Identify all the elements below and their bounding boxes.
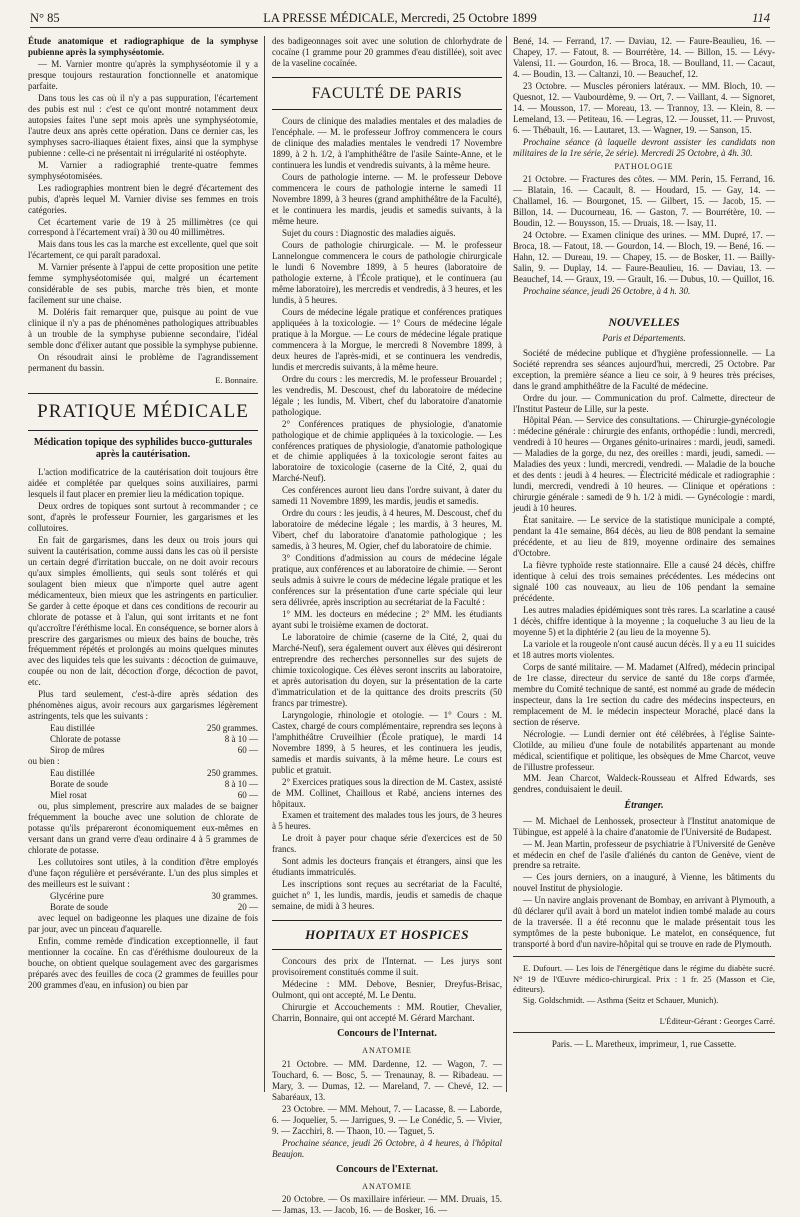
- exam-results: 21 Octobre. — Fractures des côtes. — MM. Perin, 15. Ferrand, 16. — Blatain, 16. — Cacault, 8. — Houdard, 15. — Gay, 14. — Challamel, 16. — Bourgonet, 15. — Gilbert, 15. — Jacob, 15. — Billon, 14. — Ducourneau, 16. — Gaston, 7. — Bourrétère, 10. — Boudin, 12. — Bouysson, 15. — Druais, 18. — Isay, 11.: [513, 174, 775, 229]
- divider: [513, 1032, 775, 1033]
- paragraph: Cours de clinique des maladies mentales et des maladies de l'encéphale. — M. le professeur Joffroy commencera le cours de clinique des maladies mentales le vendredi 17 Novembre 1899, à 2 h. 1/2, à l'amphithéâtre de l'asile Sainte-Anne, et le continuera les lundis et vendredis suivants, à la même heure.: [272, 116, 502, 171]
- continued-results: Bené, 14. — Ferrand, 17. — Daviau, 12. — Faure-Beaulieu, 16. — Chapey, 17. — Fatout, 8. — Bourrétère, 14. — Billon, 15. — Lévy-Valensi, 11. — Gourdon, 16. — Broca, 18. — Boulland, 11. — Cacaut, 4. — Boudin, 13. — Caltanzi, 10. — Beauchef, 12.: [513, 36, 775, 79]
- paragraph: avec lequel on badigeonne les plaques une dizaine de fois par jour, avec un pinceau d'aquarelle.: [28, 912, 258, 934]
- paragraph: M. Varnier présente à l'appui de cette proposition une petite femme symphyséotomisée qui, malgré un écartement considérable de ses pubis, marche très bien, et monte facilement sur une chaise.: [28, 262, 258, 306]
- section-title: FACULTÉ DE PARIS: [272, 77, 502, 111]
- ingredient-quantity: 250 grammes.: [207, 723, 258, 734]
- book-notices: [513, 963, 775, 1005]
- paragraph: M. Varnier a radiographié trente-quatre femmes symphyséotomisées.: [28, 159, 258, 181]
- book-notice: Sig. Goldschmidt. — Asthma (Seitz et Schauer, Munich).: [523, 995, 719, 1006]
- prescription-formula: [28, 723, 258, 756]
- news-item: — Ces jours derniers, on a inauguré, à Vienne, les bâtiments du nouvel Institut de physiologie.: [513, 872, 775, 894]
- ingredient-name: Sirop de mûres: [50, 745, 105, 756]
- page-number: 114: [752, 11, 770, 25]
- column-3: [513, 36, 775, 1051]
- ingredient-quantity: 20 —: [237, 901, 258, 912]
- paragraph: Cours de pathologie interne. — M. le professeur Debove commencera le cours de pathologie interne le samedi 11 Novembre 1899, à 3 heures (grand amphithéâtre de la Faculté), et le continuera les mardis, jeudis et samedis suivants, à la même heure.: [272, 172, 502, 227]
- news-item: Hôpital Péan. — Service des consultations. — Chirurgie-gynécologie : médecine générale : chirurgie des enfants, orthopédie : lundi, mercredi, vendredi à 10 heures — Organes génito-urinaires : mardi, jeudi, samedi. — Maladies de la gorge, du nez, des oreilles : mardi, jeudi, samedi. — Maladies des yeux : lundi, mercredi, vendredi. — Maladie de la bouche et des dents : jeudi à 4 heures. — Électricité médicale et radiographie : lundi, mercredi, vendredi à 10 heures. — Clinique et opérations : chirurgie générale : samedi de 9 h. 1/2 à midi. — Gynécologie : mardi, jeudi à 10 heures.: [513, 415, 775, 514]
- paragraph: Examen et traitement des malades tous les jours, de 3 heures à 5 heures.: [272, 810, 502, 832]
- article-title: Étude anatomique et radiographique de la symphyse pubienne après la symphyséotomie.: [28, 36, 258, 57]
- concours-results: 20 Octobre. — Os maxillaire inférieur. — MM. Druais, 15. — Jamas, 13. — Jacob, 16. — de Bosker, 16. —: [272, 1194, 502, 1216]
- paragraph: Deux ordres de topiques sont surtout à recommander ; ce sont, d'après le professeur Fournier, les gargarismes et les collutoires.: [28, 500, 258, 533]
- paragraph: Enfin, comme remède d'indication exceptionnelle, il faut mentionner la cocaïne. En cas d'éréthisme douloureux de la bouche, on obtient quelque soulagement avec des gargarismes préparés avec des feuilles de coca (2 grammes de feuilles pour 200 grammes d'eau, en infusion) ou bien par: [28, 935, 258, 990]
- ingredient-name: Borate de soude: [50, 901, 108, 912]
- concours-results: 23 Octobre. — MM. Mehout, 7. — Lacasse, 8. — Laborde, 6. — Joquelier, 5. — Jarrigues, 9. — Le Conédic, 5. — Vivier, 9. — Zacchiri, 8. — Thaon, 10. — Taguet, 5.: [272, 1103, 502, 1136]
- paragraph: Les radiographies montrent bien le degré d'écartement des pubis, d'après lequel M. Varnier divise ses femmes en trois catégories.: [28, 182, 258, 215]
- continued-text: des badigeonnages soit avec une solution de chlorhydrate de cocaïne (1 gramme pour 20 grammes d'eau distillée), soit avec de la vaseline cocaïnée.: [272, 36, 502, 68]
- paragraph: Cet écartement varie de 19 à 25 millimètres (ce qui correspond à l'écartement vrai) à 30 ou 40 millimètres.: [28, 216, 258, 238]
- ingredient-quantity: 60 —: [237, 790, 258, 801]
- next-session: Prochaine séance, jeudi 26 Octobre, à 4 heures, à l'hôpital Beaujon.: [272, 1137, 502, 1159]
- news-item: Corps de santé militaire. — M. Madamet (Alfred), médecin principal de 1re classe, directeur du service de santé du 18e corps d'armée, membre du Comité technique de santé, est nommé au grade de médecin inspecteur, dans la 1re section du cadre des médecins inspecteurs, en remplacement de M. le médecin inspecteur Moraché, placé dans la section de réserve.: [513, 661, 775, 727]
- next-session: Prochaine séance (à laquelle devront assister les candidats non militaires de la 1re série, 2e série). Mercredi 25 Octobre, à 4h. 30.: [513, 136, 775, 158]
- ingredient-name: Eau distillée: [50, 768, 95, 779]
- column-1: [28, 36, 258, 992]
- paragraph: Les collutoires sont utiles, à la condition d'être employés d'une façon régulière et persévérante. L'un des plus simples et des meilleurs est le suivant :: [28, 856, 258, 889]
- book-notice: E. Dufourt. — Les lois de l'énergétique dans le régime du diabète sucré. N° 19 de l'Œuvre médico-chirurgical. Prix : 1 fr. 25 (Masson et Cie, éditeurs).: [513, 963, 775, 994]
- paragraph: Médecine : MM. Debove, Besnier, Dreyfus-Brisac, Oulmont, qui ont accepté, M. Le Dentu.: [272, 979, 502, 1000]
- news-item: Société de médecine publique et d'hygiène professionnelle. — La Société reprendra ses séances aujourd'hui, mercredi, 25 Octobre. Par exception, la première séance a lieu ce soir, à 9 heures très précises, dans le grand amphithéâtre de la Faculté de médecine.: [513, 347, 775, 391]
- news-item: — Un navire anglais provenant de Bombay, en arrivant à Plymouth, a dû déclarer qu'il avait à bord un matelot indien tombé malade au cours de la traversée. Il a été reconnu que le malade présentait tous les symptômes de la peste bubonique. Le matelot, en conséquence, fut transporté à bord d'un navire-hôpital qui se trouve en rade de Plymouth.: [513, 895, 775, 950]
- exam-results: 24 Octobre. — Examen clinique des urines. — MM. Dupré, 17. — Broca, 18. — Fatout, 18. — Gourdon, 14. — Bloch, 19. — Bené, 16. — Hahn, 12. — Dureau, 19. — Chapey, 15. — de Bosker, 11. — Bailly-Salin, 9. — Duplay, 14. — Faure-Beaulieu, 16. — Daviau, 13. — Beauchef, 14. — Graux, 19. — Grault, 16. — Dubus, 10. — Quillot, 16.: [513, 230, 775, 285]
- section-body: [28, 467, 258, 722]
- paragraph: Ces conférences auront lieu dans l'ordre suivant, à dater du samedi 11 Novembre 1899, les mardis, jeudis et samedis.: [272, 485, 502, 507]
- ingredient-quantity: 250 grammes.: [207, 768, 258, 779]
- foreign-news: [513, 816, 775, 951]
- paragraph: Laryngologie, rhinologie et otologie. — 1° Cours : M. Castex, chargé de cours complémentaire, reprendra ses leçons à l'amphithéâtre Cruveilhier (École pratique), le mardi 14 Novembre 1899, à 5 heures, et les continuera les jeudis, samedis et mardis suivants, à la même heure. Le cours est public et gratuit.: [272, 709, 502, 775]
- ingredient-name: Borate de soude: [50, 779, 108, 790]
- ingredient-quantity: 60 —: [237, 745, 258, 756]
- news-item: La variole et la rougeole n'ont causé aucun décès. Il y a eu 11 suicides et 18 autres morts violentes.: [513, 638, 775, 660]
- paragraph: Sont admis les docteurs français et étrangers, ainsi que les étudiants immatriculés.: [272, 856, 502, 878]
- prescription-formula: [28, 891, 258, 913]
- paragraph: Dans tous les cas où il n'y a pas suppuration, l'écartement des pubis est nul : c'est ce qu'ont montré notamment deux autopsies faites l'une sept mois après une symphyséotomie, l'autre deux ans après cette opération. Dans ce dernier cas, les symphyses sacro-iliaques étaient fixes, ainsi que la symphyse pubienne : celle-ci ne présentait ni irrégularité ni ostéophyte.: [28, 92, 258, 158]
- paragraph: ou, plus simplement, prescrire aux malades de se baigner fréquemment la bouche avec une solution de chlorate de potasse qu'ils prépareront économiquement eux-mêmes en versant dans un grand verre d'eau ordinaire 4 à 5 grammes de chlorate de potasse.: [28, 801, 258, 855]
- section-subtitle: Médication topique des syphilides bucco-gutturales après la cautérisation.: [33, 436, 253, 460]
- news-item: La fièvre typhoïde reste stationnaire. Elle a causé 24 décès, chiffre identique à celui des trois semaines précédentes. Les médecins ont signalé 100 cas nouveaux, au lieu de 106 pendant la semaine précédente.: [513, 560, 775, 603]
- concours-title: Concours de l'Externat.: [336, 1163, 438, 1175]
- paragraph: 3° Conditions d'admission au cours de médecine légale pratique, aux conférences et au laboratoire de chimie. — Seront seuls admis à suivre le cours de médecine légale pratique et les conférences sur la présentation d'une carte spéciale qui leur sera délivrée, après inscription au secrétariat de la Faculté :: [272, 553, 502, 608]
- divider: [513, 956, 775, 957]
- paragraph: L'action modificatrice de la cautérisation doit toujours être aidée et complétée par quelques soins auxiliaires, parmi lesquels il faut placer en premier lieu la médication topique.: [28, 466, 258, 499]
- paragraph: Les inscriptions sont reçues au secrétariat de la Faculté, guichet n° 1, les lundis, mardis, jeudis et samedis de chaque semaine, de midi à 3 heures.: [272, 879, 502, 912]
- section-subtitle: Étranger.: [624, 800, 664, 812]
- ingredient-name: Eau distillée: [50, 723, 95, 734]
- paragraph: Le laboratoire de chimie (caserne de la Cité, 2, quai du Marché-Neuf), sera également ouvert aux élèves qui désireront entreprendre des recherches personnelles sur des sujets de chimie toxicologique. Ces élèves seront inscrits au laboratoire, et après autorisation du doyen, sur la présentation de la carte d'immatriculation et de la quittance des droits prescrits (50 francs par trimestre).: [272, 631, 502, 708]
- prescription-formula: [28, 768, 258, 801]
- exam-results: 23 Octobre. — Muscles péroniers latéraux. — MM. Bloch, 10. — Quesnot, 12. — Vaubourdème, 9. — Ort, 7. — Vaillant, 4. — Signoret, 14. — Mousson, 17. — Moreau, 13. — Trannoy, 13. — Klein, 8. — Lemeland, 13. — Petiteau, 16. — Legras, 12. — Jousset, 11. — Pruvost, 6. — Thébault, 16. — Lautaret, 13. — Wagner, 19. — Sanson, 15.: [513, 80, 775, 135]
- paragraph: En fait de gargarismes, dans les deux ou trois jours qui suivent la cautérisation, comme aussi dans les cas où il persiste un certain degré d'irritation buccale, on ne doit avoir recours qu'aux simples émollients, qui seuls sont tolérés et qui soulagent bien mieux que n'importe quel autre agent médicamenteux, bien mieux que les astringents en particulier. Se garder à cette époque et dans ces conditions de recourir au chlorate de potasse et à l'alun, qui sont irritants et ne font qu'accroître l'éréthisme local. En conséquence, se borner alors à prescrire des gargarismes ou mieux des bains de bouche, très fréquemment répétés et prolongés au moins quelques minutes avec des liquides tels que les suivants : décoction de guimauve, coupée ou non de lait, décoction d'orge, décoction de pavot, etc.: [28, 534, 258, 688]
- column-2: [272, 36, 502, 1217]
- section-subtitle: Paris et Départements.: [602, 332, 686, 343]
- news-item: Ordre du jour. — Communication du prof. Calmette, directeur de l'Institut Pasteur de Lille, sur la peste.: [513, 392, 775, 414]
- section-title: HOPITAUX ET HOSPICES: [272, 920, 502, 950]
- concours-title: Concours de l'Internat.: [337, 1027, 437, 1039]
- section-body: [28, 913, 258, 991]
- paragraph: M. Doléris fait remarquer que, puisque au point de vue clinique il n'y a pas de phénomènes pathologiques attribuables à un trouble de la symphyse pubienne secondaire, l'idéal semble donc d'élixer autant que possible la symphyse pubienne.: [28, 307, 258, 351]
- paragraph: 2° Conférences pratiques de physiologie, d'anatomie pathologique et de chimie appliquées à la toxicologie. — Les conférences pratiques de physiologie, d'anatomie pathologique et de chimie appliquées à la toxicologie seront faites au laboratoire de toxicologie (caserne de la Cité, 2, quai du Marché-Neuf).: [272, 418, 502, 484]
- news-item: Nécrologie. — Lundi dernier ont été célébrées, à l'église Sainte-Clotilde, au milieu d'une foule de notabilités appartenant au monde médical, scientifique et politique, les obsèques de Mme Charcot, veuve de l'illustre professeur.: [513, 728, 775, 772]
- concours-label: ANATOMIE: [362, 1046, 412, 1056]
- article-body: [28, 59, 258, 374]
- ingredient-quantity: 8 à 10 —: [224, 779, 258, 790]
- issue-number: N° 85: [30, 11, 60, 25]
- paragraph: Sujet du cours : Diagnostic des maladies aiguës.: [282, 228, 456, 239]
- column-divider: [506, 36, 507, 1092]
- news-item: État sanitaire. — Le service de la statistique municipale a compté, pendant la 41e semaine, 864 décès, au lieu de 808 pendant la semaine précédente, et au lieu de 819, moyenne ordinaire des semaines d'Octobre.: [513, 515, 775, 559]
- paragraph: 1° MM. les docteurs en médecine ; 2° MM. les étudiants ayant subi le troisième examen de doctorat.: [272, 609, 502, 631]
- column-divider: [264, 36, 265, 1092]
- ingredient-quantity: 30 grammes.: [211, 890, 258, 901]
- paragraph: Ordre du cours : les jeudis, à 4 heures, M. Descoust, chef du laboratoire de médecine légale ; les mardis, à 3 heures, M. Vibert, chef du laboratoire d'anatomie pathologique ; les samedis, à 3 heures, M. Ogier, chef du laboratoire de chimie.: [272, 508, 502, 552]
- paragraph: — M. Varnier montre qu'après la symphyséotomie il y a presque toujours restauration fonctionnelle et anatomique parfaite.: [28, 58, 258, 91]
- news-items: [513, 348, 775, 796]
- paragraph: Plus tard seulement, c'est-à-dire après sédation des phénomènes aigus, avoir recours aux gargarismes légèrement astringents, tels que les suivants :: [28, 689, 258, 722]
- paragraph: Mais dans tous les cas la marche est excellente, quel que soit l'écartement, ce qui paraît paradoxal.: [28, 239, 258, 261]
- news-item: — M. Jean Martin, professeur de psychiatrie à l'Université de Genève et médecin en chef de l'asile d'aliénés du canton de Genève, vient de prendre sa retraite.: [513, 838, 775, 871]
- paragraph: On résoudrait ainsi le problème de l'agrandissement permanent du bassin.: [28, 352, 258, 374]
- paragraph: Le droit à payer pour chaque série d'exercices est de 50 francs.: [272, 833, 502, 855]
- paragraph: 2° Exercices pratiques sous la direction de M. Castex, assisté de MM. Collinet, Chaillous et Rabé, anciens internes des hôpitaux.: [272, 776, 502, 809]
- section-title: NOUVELLES: [608, 315, 680, 330]
- ingredient-name: Chlorate de potasse: [50, 734, 121, 745]
- concours-results: 21 Octobre. — MM. Dardenne, 12. — Wagon, 7. — Touchard, 6. — Bosc, 5. — Trenaunay, 8. — Ribadeau. — Mary, 3. — Dumas, 12. — Mareland, 7. — Chevé, 12. — Sabaréaux, 13.: [272, 1058, 502, 1102]
- section-title: PRATIQUE MÉDICALE: [28, 393, 258, 430]
- section-body: [272, 116, 502, 912]
- paragraph: Concours des prix de l'Internat. — Les jurys sont provisoirement constitués comme il suit.: [272, 956, 502, 978]
- ingredient-name: Glycérine pure: [50, 890, 104, 901]
- paragraph: Chirurgie et Accouchements : MM. Routier, Chevalier, Charrin, Bonnaire, qui ont accepté M. Gérard Marchant.: [272, 1001, 502, 1023]
- editor-line: L'Éditeur-Gérant : Georges Carré.: [659, 1015, 775, 1026]
- paragraph: Cours de médecine légale pratique et conférences pratiques appliquées à la toxicologie. — 1° Cours de médecine légale pratique à la Morgue. — Le cours de médecine légale pratique commencera à la Morgue, le mercredi 8 Novembre 1899, à deux heures de l'après-midi, et se continuera les vendredis, lundis et mercredis suivants, à la même heure.: [272, 306, 502, 372]
- concours-label: ANATOMIE: [362, 1181, 412, 1191]
- page-header: [30, 11, 770, 28]
- next-session: Prochaine séance, jeudi 26 Octobre, à 4 h. 30.: [523, 286, 691, 297]
- ou-bien-text: ou bien :: [28, 756, 60, 767]
- section-body: [28, 801, 258, 890]
- pathologie-label: PATHOLOGIE: [614, 161, 674, 171]
- ingredient-name: Miel rosat: [50, 790, 87, 801]
- newspaper-title: LA PRESSE MÉDICALE, Mercredi, 25 Octobre 1899: [263, 11, 537, 25]
- ingredient-quantity: 8 à 10 —: [224, 734, 258, 745]
- news-item: — M. Michael de Lenhossek, prosecteur à l'Institut anatomique de Tübingue, est appelé à la chaire d'anatomie de l'Université de Budapest.: [513, 815, 775, 837]
- news-item: MM. Jean Charcot, Waldeck-Rousseau et Alfred Edwards, ses gendres, conduisaient le deuil.: [513, 773, 775, 795]
- paragraph: Cours de pathologie chirurgicale. — M. le professeur Lannelongue commencera le cours de pathologie chirurgicale le lundi 6 Novembre 1899, à 5 heures (laboratoire de pathologie externe, à l'École pratique), et le continuera (au même laboratoire), les mercredis et vendredis, à 3 heures, et les lundis, à 5 heures.: [272, 240, 502, 305]
- news-item: Les autres maladies épidémiques sont très rares. La scarlatine a causé 1 décès, chiffre identique à la moyenne ; la coqueluche 3 au lieu de la moyenne 5) et la diphtérie 2 (au lieu de la moyenne 5).: [513, 604, 775, 637]
- paragraph: Ordre du cours : les mercredis, M. le professeur Brouardel ; les vendredis, M. Descoust, chef du laboratoire de médecine légale ; les lundis, M. Vibert, chef du laboratoire d'anatomie pathologique.: [272, 373, 502, 417]
- printer-line: Paris. — L. Maretheux, imprimeur, 1, rue Cassette.: [551, 1039, 737, 1050]
- author-signature: E. Bonnaire.: [215, 375, 258, 386]
- section-body: [272, 956, 502, 1024]
